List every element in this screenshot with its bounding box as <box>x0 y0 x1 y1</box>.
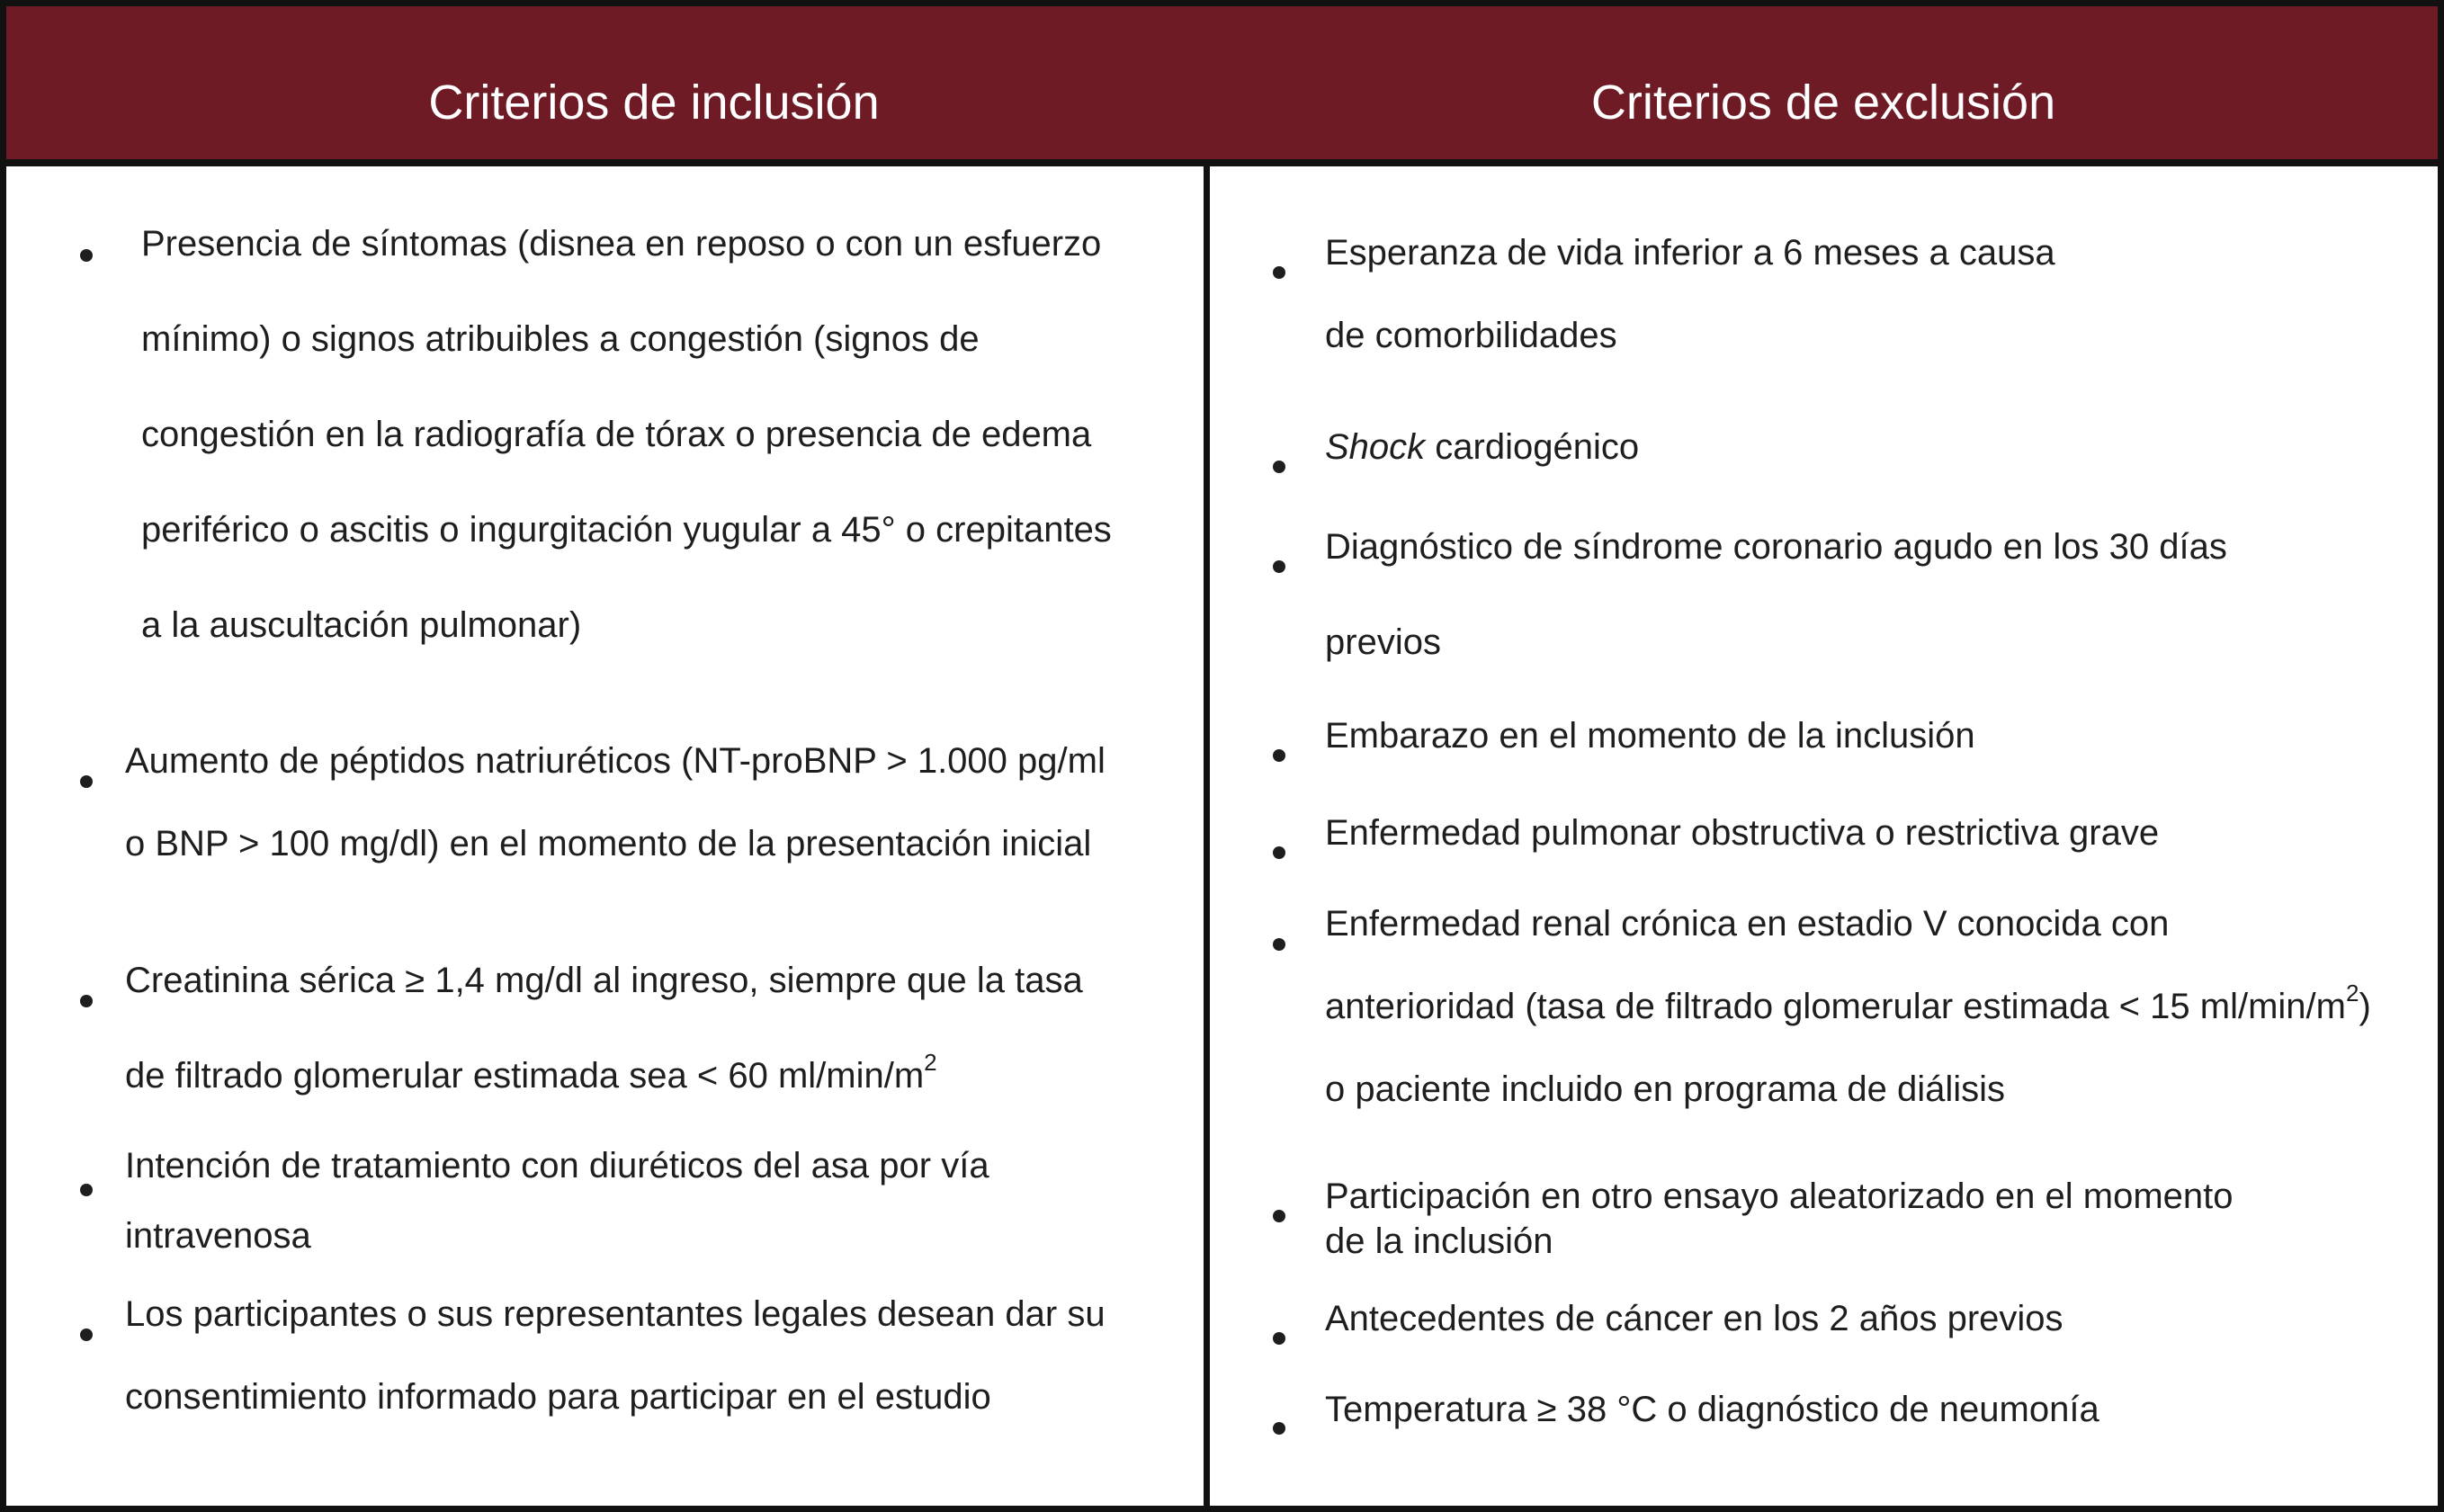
line-text: Esperanza de vida inferior a 6 meses a causa <box>1325 233 2055 273</box>
italic-term: Shock <box>1325 427 1426 467</box>
bullet-icon <box>80 1184 93 1196</box>
superscript: 2 <box>2345 980 2359 1007</box>
line-text: cardiogénico <box>1425 427 1640 467</box>
line-text: Participación en otro ensayo aleatorizado en el momento <box>1325 1176 2234 1216</box>
line-text: mínimo) o signos atribuibles a congestión (signos de <box>141 319 980 359</box>
line-text: o paciente incluido en programa de diálisis <box>1325 1069 2006 1109</box>
superscript: 2 <box>924 1049 937 1076</box>
exclusion-item-line <box>1325 1069 2005 1110</box>
inclusion-item-line <box>125 961 1083 1001</box>
inclusion-header: Criterios de inclusión <box>428 76 880 130</box>
line-text: de filtrado glomerular estimada sea < 60 ml/min/m <box>125 1056 925 1096</box>
bullet-icon <box>80 249 93 262</box>
line-text: de comorbilidades <box>1325 316 1617 355</box>
line-text: Temperatura ≥ 38 °C o diagnóstico de neumonía <box>1325 1390 2099 1429</box>
line-text: intravenosa <box>125 1216 311 1256</box>
bullet-icon <box>1273 266 1285 279</box>
bullet-icon <box>1273 749 1285 762</box>
line-text: Enfermedad renal crónica en estadio V conocida con <box>1325 904 2170 944</box>
bullet-icon <box>1273 1422 1285 1435</box>
inclusion-item-line <box>125 1294 1106 1335</box>
line-text: consentimiento informado para participar en el estudio <box>125 1377 991 1417</box>
inclusion-item-line <box>141 605 581 646</box>
line-text: Aumento de péptidos natriuréticos (NT-proBNP > 1.000 pg/ml <box>125 741 1106 781</box>
line-text: Intención de tratamiento con diuréticos del asa por vía <box>125 1146 989 1185</box>
exclusion-item-line <box>1325 1390 2099 1430</box>
bullet-icon <box>1273 938 1285 951</box>
exclusion-item-line <box>1325 813 2159 854</box>
inclusion-item-line <box>141 319 980 360</box>
exclusion-item-line <box>1325 1221 1553 1262</box>
inclusion-item-line <box>125 1049 937 1096</box>
table-header <box>6 6 2438 166</box>
line-text: previos <box>1325 622 1441 662</box>
bullet-icon <box>1273 560 1285 573</box>
line-text: anterioridad (tasa de filtrado glomerular estimada < 15 ml/min/m <box>1325 987 2346 1026</box>
line-text: Enfermedad pulmonar obstructiva o restrictiva grave <box>1325 813 2160 853</box>
inclusion-item-line <box>125 1216 311 1257</box>
line-text: Presencia de síntomas (disnea en reposo o con un esfuerzo <box>141 224 1102 264</box>
exclusion-item-line <box>1325 716 1975 756</box>
exclusion-item-line <box>1325 316 1617 356</box>
inclusion-item-line <box>125 1377 991 1418</box>
exclusion-item-line <box>1325 904 2169 944</box>
inclusion-item-line <box>125 741 1106 782</box>
bullet-icon <box>1273 846 1285 859</box>
bullet-icon <box>80 1329 93 1341</box>
exclusion-header: Criterios de exclusión <box>1590 76 2056 130</box>
inclusion-item-line <box>125 824 1091 864</box>
exclusion-item-line <box>1325 622 1441 663</box>
inclusion-item-line <box>141 224 1101 264</box>
line-text: Embarazo en el momento de la inclusión <box>1325 716 1975 756</box>
bullet-icon <box>80 775 93 788</box>
exclusion-item-line <box>1325 1299 2064 1339</box>
inclusion-item-line <box>141 415 1091 455</box>
line-text: de la inclusión <box>1325 1221 1553 1261</box>
line-text: congestión en la radiografía de tórax o presencia de edema <box>141 415 1092 454</box>
exclusion-item-line <box>1325 1176 2234 1217</box>
exclusion-item-line <box>1325 980 2371 1027</box>
exclusion-item-line <box>1325 233 2055 273</box>
bullet-icon <box>1273 461 1285 473</box>
column-divider <box>1204 159 1210 1512</box>
line-text: Los participantes o sus representantes legales desean dar su <box>125 1294 1106 1334</box>
bullet-icon <box>80 995 93 1007</box>
inclusion-item-line <box>141 510 1112 550</box>
line-text: periférico o ascitis o ingurgitación yugular a 45° o crepitantes <box>141 510 1112 550</box>
exclusion-item-line <box>1325 427 1639 468</box>
line-text: Antecedentes de cáncer en los 2 años previos <box>1325 1299 2064 1338</box>
line-text-tail: ) <box>2359 987 2371 1026</box>
inclusion-item-line <box>125 1146 989 1186</box>
bullet-icon <box>1273 1332 1285 1345</box>
line-text: o BNP > 100 mg/dl) en el momento de la presentación inicial <box>125 824 1092 863</box>
line-text: a la auscultación pulmonar) <box>141 605 582 645</box>
line-text: Creatinina sérica ≥ 1,4 mg/dl al ingreso, siempre que la tasa <box>125 961 1083 1000</box>
line-text: Diagnóstico de síndrome coronario agudo en los 30 días <box>1325 527 2227 567</box>
bullet-icon <box>1273 1210 1285 1222</box>
exclusion-item-line <box>1325 527 2227 568</box>
